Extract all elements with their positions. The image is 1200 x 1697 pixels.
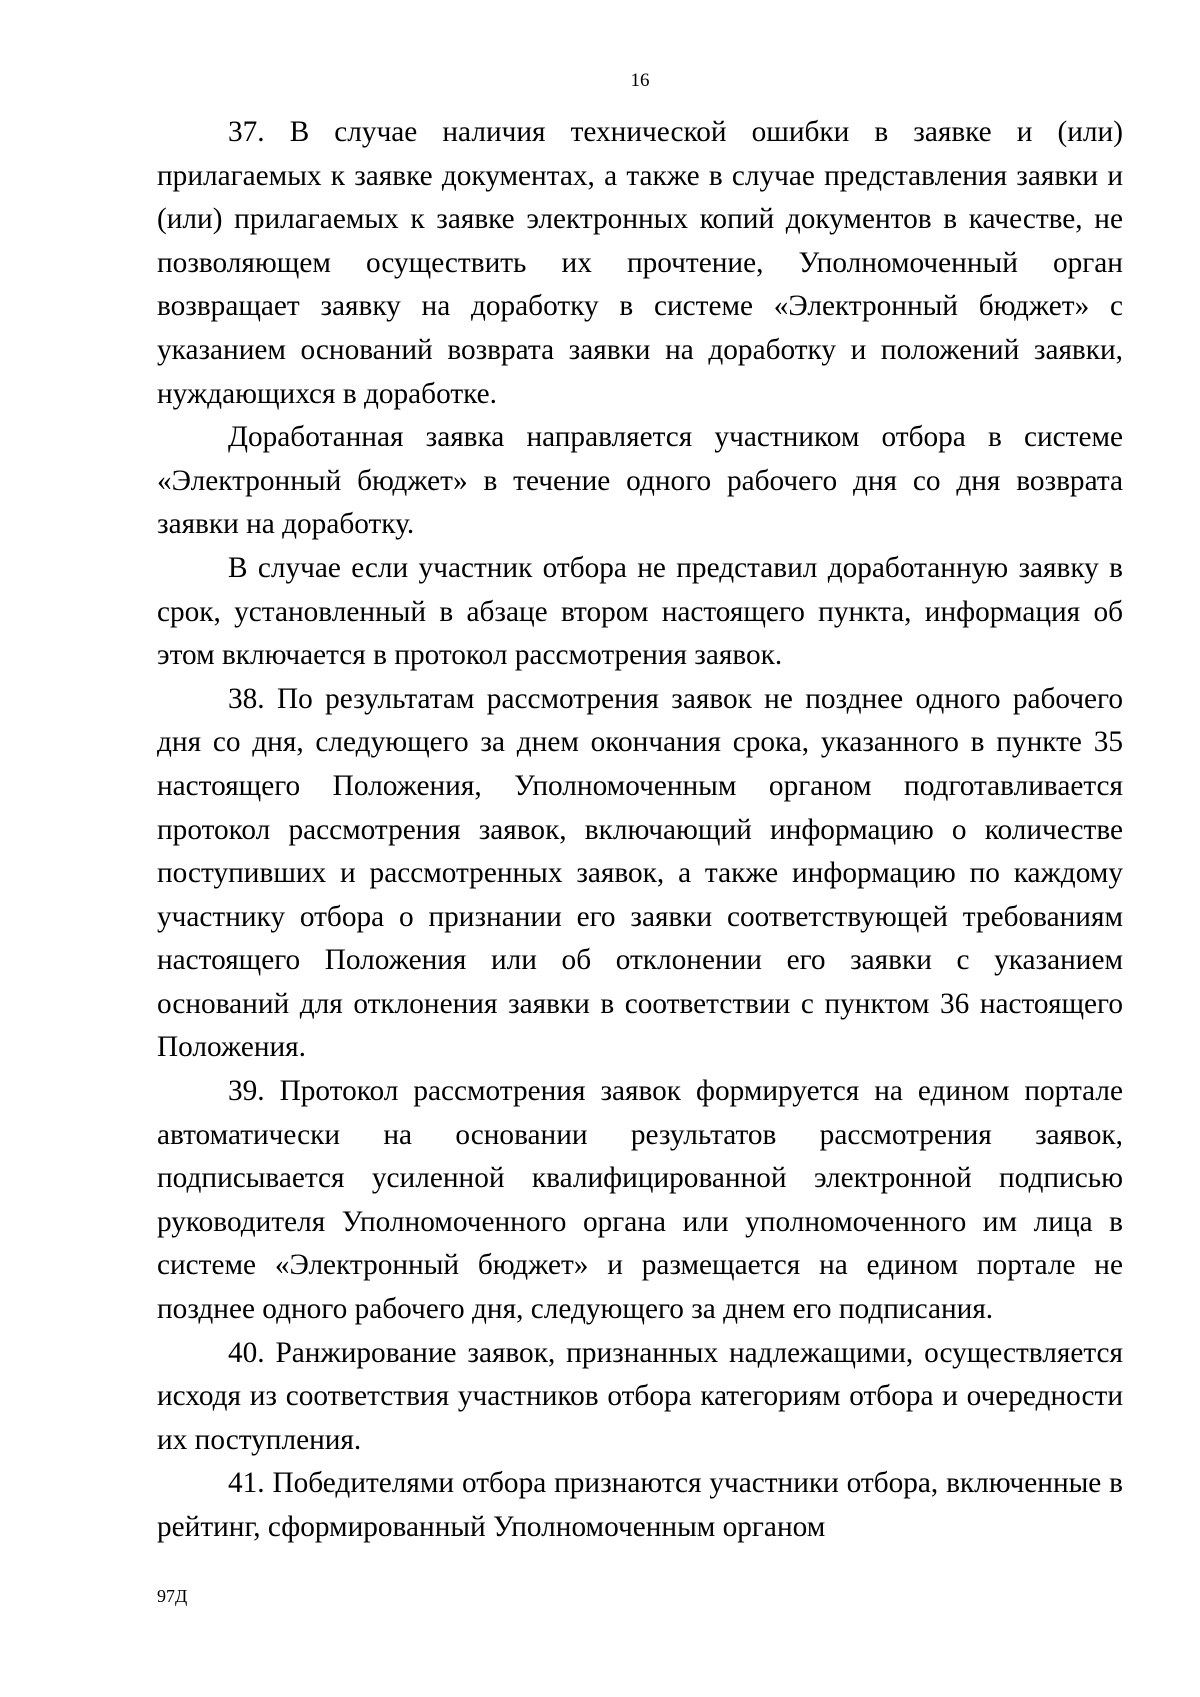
paragraph-39: 39. Протокол рассмотрения заявок формируется на едином портале автоматически на основании результатов рассмотрения заявок, подписывается усиленной квалифицированной электронной подписью руководителя Уполномоченного органа или уполномоченного им лица в системе «Электронный бюджет» и размещается на едином портале не позднее одного рабочего дня, следующего за днем его подписания. [157, 1075, 1123, 1326]
paragraph-38: 38. По результатам рассмотрения заявок не позднее одного рабочего дня со дня, следующего за днем окончания срока, указанного в пункте 35 настоящего Положения, Уполномоченным органом подготавливается протокол рассмотрения заявок, включающий информацию о количестве поступивших и рассмотренных заявок, а также информацию по каждому участнику отбора о признании его заявки соответствующей требованиям настоящего Положения или об отклонении его заявки с указанием оснований для отклонения заявки в соответствии с пунктом 36 настоящего Положения. [157, 682, 1123, 1064]
paragraph-40: 40. Ранжирование заявок, признанных надлежащими, осуществляется исходя из соответствия участников отбора категориям отбора и очередности их поступления. [157, 1336, 1123, 1456]
page-number: 16 [630, 70, 650, 91]
document-code: 97Д [157, 1586, 188, 1606]
paragraph-37-revised-application: Доработанная заявка направляется участником отбора в системе «Электронный бюджет» в течение одного рабочего дня со дня возврата заявки на доработку. [157, 421, 1123, 541]
paragraph-37-not-submitted: В случае если участник отбора не представил доработанную заявку в срок, установленный в абзаце втором настоящего пункта, информация об этом включается в протокол рассмотрения заявок. [157, 551, 1123, 672]
document-body [157, 111, 1123, 1550]
paragraph-41: 41. Победителями отбора признаются участники отбора, включенные в рейтинг, сформированный Уполномоченным органом [157, 1467, 1123, 1543]
paragraph-37: 37. В случае наличия технической ошибки в заявке и (или) прилагаемых к заявке документах, а также в случае представления заявки и (или) прилагаемых к заявке электронных копий документов в качестве, не позволяющем осуществить их прочтение, Уполномоченный орган возвращает заявку на доработку в системе «Электронный бюджет» с указанием оснований возврата заявки на доработку и положений заявки, нуждающихся в доработке. [157, 116, 1123, 410]
